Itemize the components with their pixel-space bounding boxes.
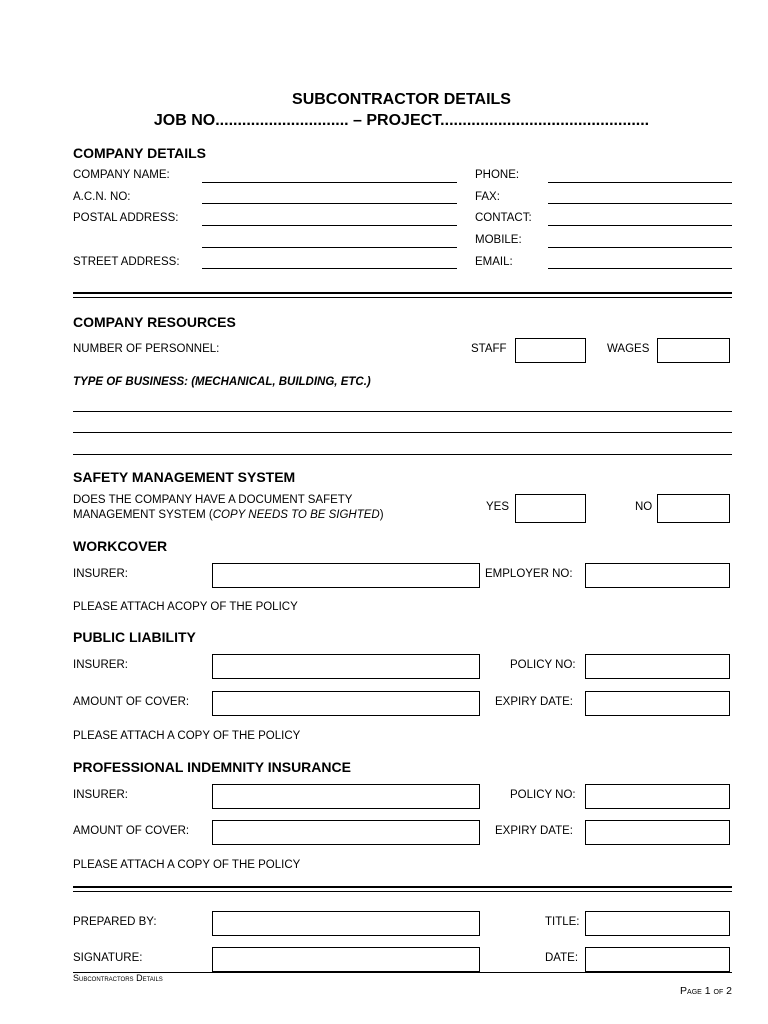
safety-question-line-1: DOES THE COMPANY HAVE A DOCUMENT SAFETY bbox=[73, 494, 353, 506]
footer-doc-name: Subcontractors Details bbox=[73, 973, 163, 983]
staff-label: STAFF bbox=[471, 343, 507, 355]
title-input[interactable] bbox=[585, 911, 730, 936]
yes-checkbox[interactable] bbox=[515, 494, 586, 523]
pi-insurer-label: INSURER: bbox=[73, 789, 128, 801]
fax-field[interactable] bbox=[548, 203, 732, 204]
pi-amount-label: AMOUNT OF COVER: bbox=[73, 825, 190, 837]
contact-label: CONTACT: bbox=[475, 212, 532, 224]
acn-field[interactable] bbox=[202, 203, 457, 204]
postal-address-field-2[interactable] bbox=[202, 247, 457, 248]
signature-label: SIGNATURE: bbox=[73, 952, 143, 964]
email-field[interactable] bbox=[548, 268, 732, 269]
page-number: Page 1 of 2 bbox=[680, 985, 732, 997]
wages-input[interactable] bbox=[657, 338, 730, 363]
yes-label: YES bbox=[486, 501, 510, 513]
title-label: TITLE: bbox=[545, 916, 580, 928]
employer-no-label: EMPLOYER NO: bbox=[485, 568, 573, 580]
section-divider bbox=[73, 292, 732, 298]
job-project-line: JOB NO.............................. – PROJECT............................................... bbox=[153, 112, 650, 129]
pi-note: PLEASE ATTACH A COPY OF THE POLICY bbox=[73, 859, 301, 871]
street-address-field[interactable] bbox=[202, 268, 457, 269]
mobile-field[interactable] bbox=[548, 247, 732, 248]
company-name-field[interactable] bbox=[202, 182, 457, 183]
safety-question-line-2: MANAGEMENT SYSTEM (COPY NEEDS TO BE SIGHTED) bbox=[73, 509, 384, 521]
workcover-heading: WORKCOVER bbox=[73, 538, 168, 554]
fax-label: FAX: bbox=[475, 191, 500, 203]
email-label: EMAIL: bbox=[475, 256, 513, 268]
no-checkbox[interactable] bbox=[657, 494, 730, 523]
business-type-line-3[interactable] bbox=[73, 454, 732, 455]
phone-field[interactable] bbox=[548, 182, 732, 183]
date-input[interactable] bbox=[585, 947, 730, 972]
page-title: SUBCONTRACTOR DETAILS bbox=[292, 91, 511, 108]
postal-address-field[interactable] bbox=[202, 225, 457, 226]
phone-label: PHONE: bbox=[475, 169, 520, 181]
section-divider-2 bbox=[73, 886, 732, 892]
business-type-line-1[interactable] bbox=[73, 411, 732, 412]
employer-no-input[interactable] bbox=[585, 563, 730, 588]
pi-expiry-label: EXPIRY DATE: bbox=[495, 825, 573, 837]
contact-field[interactable] bbox=[548, 225, 732, 226]
pl-amount-label: AMOUNT OF COVER: bbox=[73, 696, 190, 708]
pl-insurer-input[interactable] bbox=[212, 654, 480, 679]
pi-policy-no-input[interactable] bbox=[585, 784, 730, 809]
pi-policy-no-label: POLICY NO: bbox=[510, 789, 576, 801]
street-address-label: STREET ADDRESS: bbox=[73, 256, 180, 268]
date-label: DATE: bbox=[545, 952, 579, 964]
no-label: NO bbox=[635, 501, 653, 513]
postal-address-label: POSTAL ADDRESS: bbox=[73, 212, 179, 224]
business-type-line-2[interactable] bbox=[73, 432, 732, 433]
business-type-label: TYPE OF BUSINESS: (MECHANICAL, BUILDING, ETC.) bbox=[73, 376, 371, 388]
personnel-label: NUMBER OF PERSONNEL: bbox=[73, 343, 220, 355]
wages-label: WAGES bbox=[607, 343, 650, 355]
company-details-heading: COMPANY DETAILS bbox=[73, 145, 207, 161]
pl-policy-no-label: POLICY NO: bbox=[510, 659, 576, 671]
pl-amount-input[interactable] bbox=[212, 691, 480, 716]
pl-expiry-label: EXPIRY DATE: bbox=[495, 696, 573, 708]
acn-label: A.C.N. NO: bbox=[73, 191, 131, 203]
professional-indemnity-heading: PROFESSIONAL INDEMNITY INSURANCE bbox=[73, 759, 351, 775]
pi-insurer-input[interactable] bbox=[212, 784, 480, 809]
prepared-by-input[interactable] bbox=[212, 911, 480, 936]
pi-expiry-input[interactable] bbox=[585, 820, 730, 845]
workcover-insurer-input[interactable] bbox=[212, 563, 480, 588]
public-liability-heading: PUBLIC LIABILITY bbox=[73, 629, 196, 645]
workcover-note: PLEASE ATTACH ACOPY OF THE POLICY bbox=[73, 601, 298, 613]
pl-insurer-label: INSURER: bbox=[73, 659, 128, 671]
pl-note: PLEASE ATTACH A COPY OF THE POLICY bbox=[73, 730, 301, 742]
prepared-by-label: PREPARED BY: bbox=[73, 916, 157, 928]
footer-rule bbox=[73, 972, 732, 973]
safety-heading: SAFETY MANAGEMENT SYSTEM bbox=[73, 469, 296, 485]
pl-policy-no-input[interactable] bbox=[585, 654, 730, 679]
signature-input[interactable] bbox=[212, 947, 480, 972]
staff-input[interactable] bbox=[515, 338, 586, 363]
workcover-insurer-label: INSURER: bbox=[73, 568, 128, 580]
mobile-label: MOBILE: bbox=[475, 234, 522, 246]
company-name-label: COMPANY NAME: bbox=[73, 169, 170, 181]
company-resources-heading: COMPANY RESOURCES bbox=[73, 314, 236, 330]
pl-expiry-input[interactable] bbox=[585, 691, 730, 716]
pi-amount-input[interactable] bbox=[212, 820, 480, 845]
